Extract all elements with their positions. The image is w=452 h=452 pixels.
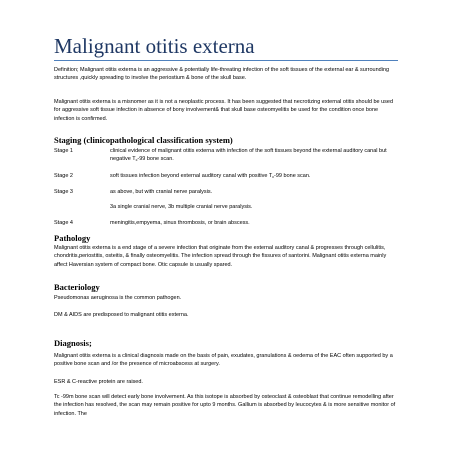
stage-description: soft tissues infection beyond external auditory canal with positive $T_c-99$ bone scan. [110, 173, 311, 179]
stage-row-2 [54, 172, 399, 181]
staging-heading: Staging (clinicopathological classification system) [54, 135, 233, 145]
clinical-diagnosis-paragraph: Malignant otitis externa is a clinical diagnosis made on the basis of pain, exudates, granulations & oedema of the EAC often supported by a positive bone scan and /or the presence of microabscess at surgery. [54, 353, 393, 368]
stage-row-3 [54, 188, 399, 197]
stage-description: meningitis,empyema, sinus thrombosis, or brain abscess. [110, 220, 250, 226]
stage-label: Stage 3 [54, 189, 73, 195]
stage-description: 3a single cranial nerve, 3b multiple cranial nerve paralysis. [110, 204, 253, 210]
title-underline [54, 60, 398, 61]
definition-paragraph: Definition; Malignant otitis externa is an aggressive & potentially life-threating infection of the soft tissues of the external ear & surrounding structures ,quickly spreading to involve the periostium & bone of the skull base. [54, 67, 390, 82]
esr-paragraph: ESR & C-reactive protein are raised. [54, 379, 143, 385]
bone-scan-paragraph: Tc -99m bone scan will detect early bone involvement. As this isotope is absorbed by osteoclast & osteoblast that continue remodelling after the infection has resolved, the scan may remain positive for upto 9 months. Gallium is absorbed by leucocytes & is more sensitive monitor of infection. The [54, 394, 396, 417]
stage-description: clinical evidence of malignant otitis externa with infection of the soft tissues beyond the external auditory canal but negative $T_c-99$ bone scan. [110, 148, 387, 163]
pathology-heading: Pathology [54, 233, 91, 243]
stage-row-3ab [54, 203, 399, 212]
diagnosis-heading: Diagnosis; [54, 338, 92, 348]
bacteriology-heading: Bacteriology [54, 282, 100, 292]
document-title: Malignant otitis externa [54, 34, 255, 58]
stage-label: Stage 4 [54, 220, 73, 226]
stage-row-4 [54, 219, 399, 228]
predisposition-paragraph: DM & AIDS are predisposed to malignant otitis externa. [54, 312, 189, 318]
pathogen-paragraph: Pseudomonas aeruginosa is the common pathogen. [54, 295, 182, 301]
stage-description: as above, but with cranial nerve paralysis. [110, 189, 213, 195]
stage-label: Stage 2 [54, 173, 73, 179]
stage-row-1 [54, 147, 399, 164]
misnomer-paragraph: Malignant otitis externa is a misnomer as it is not a neoplastic process. It has been suggested that necrotizing external otitis should be used for aggressive soft tissue infection in absence of bony involvement& that skull base osteomyelitis be used for the condition once bone infection is confirmed. [54, 99, 394, 122]
stage-label: Stage 1 [54, 148, 73, 154]
pathology-paragraph: Malignant otitis externa is a end stage of a severe infection that originate from the external auditory canal & progresses through cellulitis, chondritis,periostitis, osteitis, & finally osteomyelitis. The infection spread through the fissures of santorini. Malignant otitis externa mainly affect Haversian system of compact bone. Otic capsule is usually spared. [54, 245, 387, 268]
